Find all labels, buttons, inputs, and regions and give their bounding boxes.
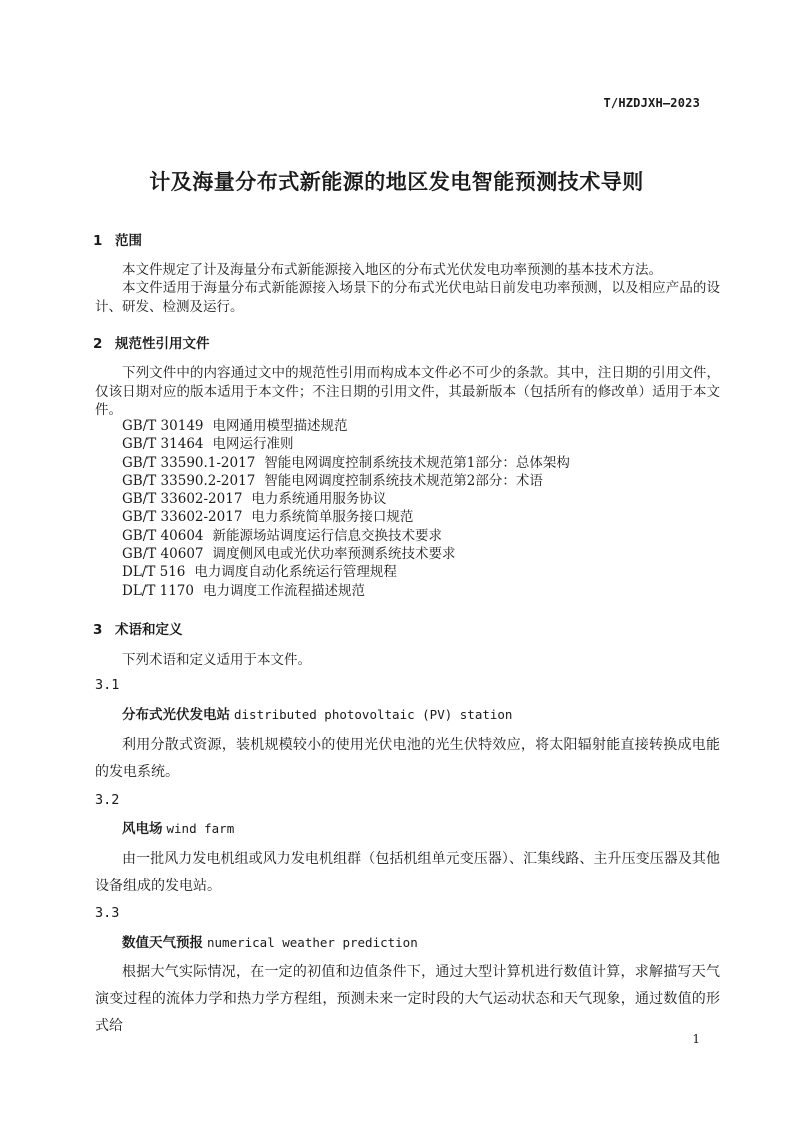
reference-item — [122, 582, 570, 600]
reference-code: GB/T 33602-2017 — [122, 491, 243, 508]
term-chinese: 风电场 — [122, 821, 163, 837]
section-1-paragraph-1: 本文件规定了计及海量分布式新能源接入地区的分布式光伏发电功率预测的基本技术方法。 — [122, 262, 662, 278]
term-title — [122, 931, 418, 951]
reference-item — [122, 563, 570, 581]
section-3-intro: 下列术语和定义适用于本文件。 — [122, 652, 311, 668]
reference-item — [122, 454, 570, 472]
reference-item — [122, 527, 570, 545]
reference-code: GB/T 40604 — [122, 527, 204, 544]
term-definition: 由一批风力发电机组或风力发电机组群（包括机组单元变压器）、汇集线路、主升压变压器及其他设备组成的发电站。 — [95, 851, 720, 894]
section-3-heading — [93, 618, 183, 638]
reference-name: 电力系统简单服务接口规范 — [251, 509, 414, 526]
section-2-heading — [93, 332, 210, 352]
reference-code: DL/T 1170 — [122, 582, 194, 599]
reference-name: 智能电网调度控制系统技术规范第1部分：总体架构 — [264, 454, 570, 471]
reference-item — [122, 545, 570, 563]
term-title — [122, 817, 234, 837]
reference-name: 调度侧风电或光伏功率预测系统技术要求 — [212, 546, 456, 563]
reference-code: GB/T 40607 — [122, 546, 204, 563]
term-english: numerical weather prediction — [207, 935, 418, 950]
reference-name: 电力系统通用服务协议 — [251, 491, 387, 508]
section-number: 2 — [93, 336, 103, 352]
reference-code: GB/T 33590.1-2017 — [122, 454, 256, 471]
section-title: 规范性引用文件 — [115, 336, 210, 352]
section-number: 1 — [93, 233, 103, 249]
section-number: 3 — [93, 622, 103, 638]
document-title: 计及海量分布式新能源的地区发电智能预测技术导则 — [149, 170, 644, 194]
term-title — [122, 703, 512, 723]
term-english: distributed photovoltaic (PV) station — [234, 707, 513, 722]
reference-item — [122, 472, 570, 490]
reference-code: GB/T 33602-2017 — [122, 509, 243, 526]
reference-name: 电网运行准则 — [212, 436, 294, 453]
reference-item — [122, 508, 570, 526]
reference-item — [122, 490, 570, 508]
standard-number: T/HZDJXH—2023 — [603, 96, 700, 110]
section-1-paragraph-2: 本文件适用于海量分布式新能源接入场景下的分布式光伏电站日前发电功率预测，以及相应产品的设计、研发、检测及运行。 — [95, 280, 720, 315]
reference-code: GB/T 33590.2-2017 — [122, 472, 256, 489]
reference-name: 智能电网调度控制系统技术规范第2部分：术语 — [264, 472, 543, 489]
section-title: 范围 — [115, 233, 142, 249]
term-number: 3.1 — [95, 677, 120, 693]
section-1-heading — [93, 229, 142, 249]
term-english: wind farm — [166, 821, 235, 836]
reference-code: DL/T 516 — [122, 564, 186, 581]
term-number: 3.3 — [95, 905, 120, 921]
term-definition: 根据大气实际情况，在一定的初值和边值条件下，通过大型计算机进行数值计算，求解描写天气演变过程的流体力学和热力学方程组，预测未来一定时段的大气运动状态和天气现象，通过数值的形式给 — [95, 964, 720, 1034]
reference-name: 电网通用模型描述规范 — [212, 418, 348, 434]
reference-name: 新能源场站调度运行信息交换技术要求 — [212, 527, 442, 544]
reference-item — [122, 435, 570, 453]
reference-code: GB/T 30149 — [122, 418, 204, 434]
term-number: 3.2 — [95, 792, 120, 808]
reference-name: 电力调度工作流程描述规范 — [203, 582, 365, 599]
section-title: 术语和定义 — [115, 622, 183, 638]
section-2-paragraph: 下列文件中的内容通过文中的规范性引用而构成本文件必不可少的条款。其中，注日期的引用文件，仅该日期对应的版本适用于本文件；不注日期的引用文件，其最新版本（包括所有的修改单）适用于本文件。 — [95, 365, 720, 418]
reference-name: 电力调度自动化系统运行管理规程 — [194, 564, 397, 581]
term-definition: 利用分散式资源，装机规模较小的使用光伏电池的光生伏特效应，将太阳辐射能直接转换成电能的发电系统。 — [95, 737, 720, 780]
page-number: 1 — [692, 1032, 700, 1046]
reference-code: GB/T 31464 — [122, 436, 204, 453]
term-chinese: 分布式光伏发电站 — [122, 707, 230, 723]
reference-item — [122, 417, 570, 435]
term-chinese: 数值天气预报 — [122, 935, 203, 951]
normative-references-list — [122, 417, 570, 600]
